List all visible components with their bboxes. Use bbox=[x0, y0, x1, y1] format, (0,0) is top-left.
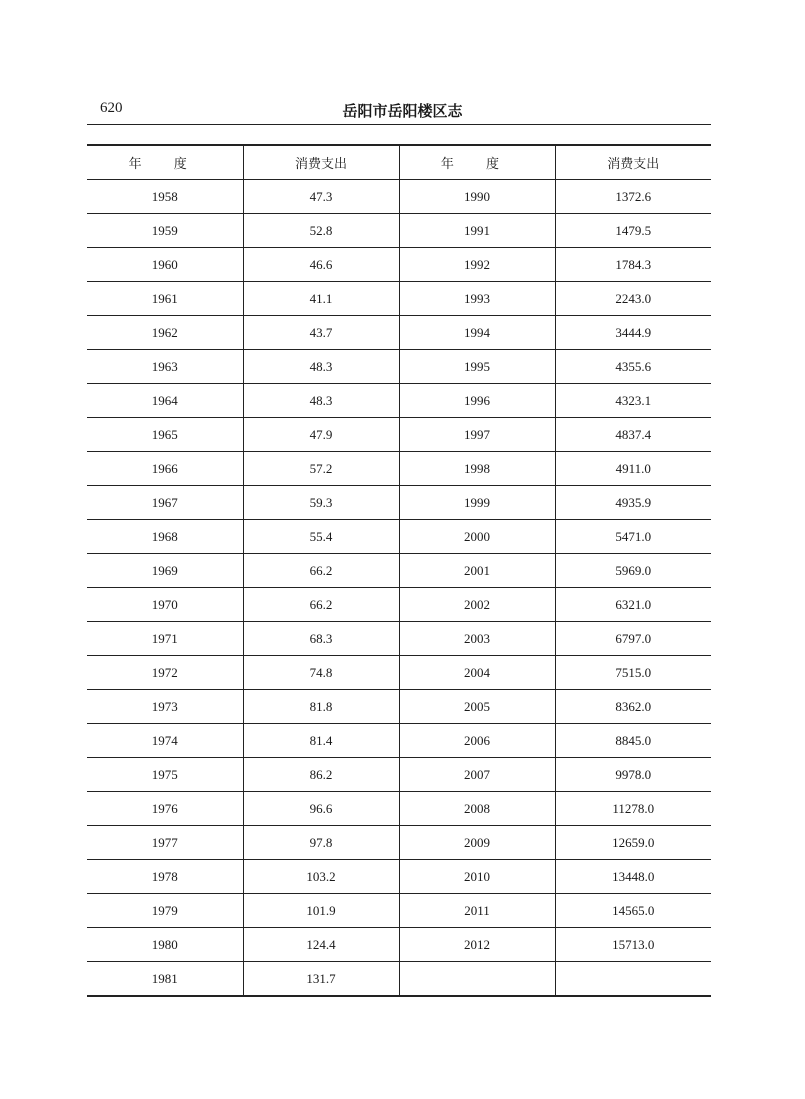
left-year-cell: 1980 bbox=[87, 928, 243, 962]
table-row bbox=[87, 282, 711, 316]
right-year-cell: 2005 bbox=[399, 690, 555, 724]
right-year-cell: 2011 bbox=[399, 894, 555, 928]
right-expense-cell: 6797.0 bbox=[555, 622, 711, 656]
right-year-cell: 1997 bbox=[399, 418, 555, 452]
left-expense-cell: 74.8 bbox=[243, 656, 399, 690]
right-year-cell: 1990 bbox=[399, 180, 555, 214]
right-expense-cell: 9978.0 bbox=[555, 758, 711, 792]
left-expense-cell: 103.2 bbox=[243, 860, 399, 894]
right-year-cell: 2010 bbox=[399, 860, 555, 894]
table-row bbox=[87, 860, 711, 894]
table-row bbox=[87, 962, 711, 997]
left-expense-cell: 52.8 bbox=[243, 214, 399, 248]
left-year-cell: 1969 bbox=[87, 554, 243, 588]
page-number: 620 bbox=[100, 100, 123, 116]
left-expense-cell: 97.8 bbox=[243, 826, 399, 860]
right-expense-cell bbox=[555, 962, 711, 997]
table-row bbox=[87, 384, 711, 418]
left-expense-cell: 86.2 bbox=[243, 758, 399, 792]
right-year-cell: 2008 bbox=[399, 792, 555, 826]
left-expense-cell: 48.3 bbox=[243, 384, 399, 418]
table-row bbox=[87, 622, 711, 656]
left-year-cell: 1959 bbox=[87, 214, 243, 248]
header-year-right: 年 度 bbox=[399, 145, 555, 180]
left-year-cell: 1958 bbox=[87, 180, 243, 214]
right-year-cell: 2000 bbox=[399, 520, 555, 554]
right-year-cell: 2012 bbox=[399, 928, 555, 962]
right-expense-cell: 12659.0 bbox=[555, 826, 711, 860]
right-expense-cell: 11278.0 bbox=[555, 792, 711, 826]
left-expense-cell: 47.3 bbox=[243, 180, 399, 214]
table-row bbox=[87, 554, 711, 588]
table-body bbox=[87, 180, 711, 997]
left-year-cell: 1977 bbox=[87, 826, 243, 860]
left-year-cell: 1978 bbox=[87, 860, 243, 894]
right-expense-cell: 13448.0 bbox=[555, 860, 711, 894]
left-expense-cell: 43.7 bbox=[243, 316, 399, 350]
left-year-cell: 1971 bbox=[87, 622, 243, 656]
left-year-cell: 1960 bbox=[87, 248, 243, 282]
right-year-cell: 1994 bbox=[399, 316, 555, 350]
table-row bbox=[87, 894, 711, 928]
right-year-cell: 2009 bbox=[399, 826, 555, 860]
left-expense-cell: 66.2 bbox=[243, 554, 399, 588]
header-expense-left: 消费支出 bbox=[243, 145, 399, 180]
right-expense-cell: 8362.0 bbox=[555, 690, 711, 724]
table-row bbox=[87, 486, 711, 520]
table-row bbox=[87, 826, 711, 860]
left-expense-cell: 81.4 bbox=[243, 724, 399, 758]
right-expense-cell: 1784.3 bbox=[555, 248, 711, 282]
right-year-cell: 1999 bbox=[399, 486, 555, 520]
right-year-cell: 1992 bbox=[399, 248, 555, 282]
table-row bbox=[87, 214, 711, 248]
left-expense-cell: 96.6 bbox=[243, 792, 399, 826]
right-expense-cell: 4935.9 bbox=[555, 486, 711, 520]
right-year-cell: 2004 bbox=[399, 656, 555, 690]
right-expense-cell: 1479.5 bbox=[555, 214, 711, 248]
left-year-cell: 1965 bbox=[87, 418, 243, 452]
table-row bbox=[87, 656, 711, 690]
header-year-left: 年 度 bbox=[128, 157, 201, 172]
left-year-cell: 1974 bbox=[87, 724, 243, 758]
table-row bbox=[87, 520, 711, 554]
table-row bbox=[87, 792, 711, 826]
table-row bbox=[87, 690, 711, 724]
left-year-cell: 1970 bbox=[87, 588, 243, 622]
left-expense-cell: 41.1 bbox=[243, 282, 399, 316]
left-expense-cell: 68.3 bbox=[243, 622, 399, 656]
table-row bbox=[87, 452, 711, 486]
right-expense-cell: 5969.0 bbox=[555, 554, 711, 588]
left-expense-cell: 131.7 bbox=[243, 962, 399, 997]
table-row bbox=[87, 418, 711, 452]
table-row bbox=[87, 180, 711, 214]
page-title: 岳阳市岳阳楼区志 bbox=[342, 102, 463, 120]
header-rule bbox=[87, 124, 711, 125]
right-year-cell bbox=[399, 962, 555, 997]
table-row bbox=[87, 248, 711, 282]
right-year-cell: 1996 bbox=[399, 384, 555, 418]
left-expense-cell: 81.8 bbox=[243, 690, 399, 724]
header-expense-right: 消费支出 bbox=[555, 145, 711, 180]
left-year-cell: 1972 bbox=[87, 656, 243, 690]
table-row bbox=[87, 350, 711, 384]
right-year-cell: 2002 bbox=[399, 588, 555, 622]
right-expense-cell: 6321.0 bbox=[555, 588, 711, 622]
right-year-cell: 1995 bbox=[399, 350, 555, 384]
right-expense-cell: 4323.1 bbox=[555, 384, 711, 418]
table-row bbox=[87, 316, 711, 350]
table-row bbox=[87, 758, 711, 792]
right-expense-cell: 4355.6 bbox=[555, 350, 711, 384]
left-year-cell: 1967 bbox=[87, 486, 243, 520]
left-year-cell: 1963 bbox=[87, 350, 243, 384]
left-expense-cell: 66.2 bbox=[243, 588, 399, 622]
left-expense-cell: 55.4 bbox=[243, 520, 399, 554]
left-expense-cell: 57.2 bbox=[243, 452, 399, 486]
table-row bbox=[87, 588, 711, 622]
table-row bbox=[87, 928, 711, 962]
right-year-cell: 2001 bbox=[399, 554, 555, 588]
right-expense-cell: 1372.6 bbox=[555, 180, 711, 214]
left-expense-cell: 101.9 bbox=[243, 894, 399, 928]
right-year-cell: 1998 bbox=[399, 452, 555, 486]
right-expense-cell: 14565.0 bbox=[555, 894, 711, 928]
left-year-cell: 1976 bbox=[87, 792, 243, 826]
right-year-cell: 1993 bbox=[399, 282, 555, 316]
left-year-cell: 1975 bbox=[87, 758, 243, 792]
left-expense-cell: 59.3 bbox=[243, 486, 399, 520]
table-header-row bbox=[87, 145, 711, 180]
right-expense-cell: 15713.0 bbox=[555, 928, 711, 962]
left-year-cell: 1966 bbox=[87, 452, 243, 486]
right-expense-cell: 7515.0 bbox=[555, 656, 711, 690]
right-expense-cell: 2243.0 bbox=[555, 282, 711, 316]
right-expense-cell: 4837.4 bbox=[555, 418, 711, 452]
table-row bbox=[87, 724, 711, 758]
right-expense-cell: 3444.9 bbox=[555, 316, 711, 350]
left-year-cell: 1964 bbox=[87, 384, 243, 418]
left-expense-cell: 124.4 bbox=[243, 928, 399, 962]
right-expense-cell: 5471.0 bbox=[555, 520, 711, 554]
left-year-cell: 1973 bbox=[87, 690, 243, 724]
left-year-cell: 1979 bbox=[87, 894, 243, 928]
right-year-cell: 2006 bbox=[399, 724, 555, 758]
right-expense-cell: 8845.0 bbox=[555, 724, 711, 758]
right-year-cell: 2007 bbox=[399, 758, 555, 792]
left-year-cell: 1981 bbox=[87, 962, 243, 997]
right-year-cell: 1991 bbox=[399, 214, 555, 248]
right-expense-cell: 4911.0 bbox=[555, 452, 711, 486]
consumption-table bbox=[87, 144, 711, 997]
left-year-cell: 1962 bbox=[87, 316, 243, 350]
left-year-cell: 1968 bbox=[87, 520, 243, 554]
left-expense-cell: 47.9 bbox=[243, 418, 399, 452]
left-expense-cell: 46.6 bbox=[243, 248, 399, 282]
left-year-cell: 1961 bbox=[87, 282, 243, 316]
right-year-cell: 2003 bbox=[399, 622, 555, 656]
left-expense-cell: 48.3 bbox=[243, 350, 399, 384]
